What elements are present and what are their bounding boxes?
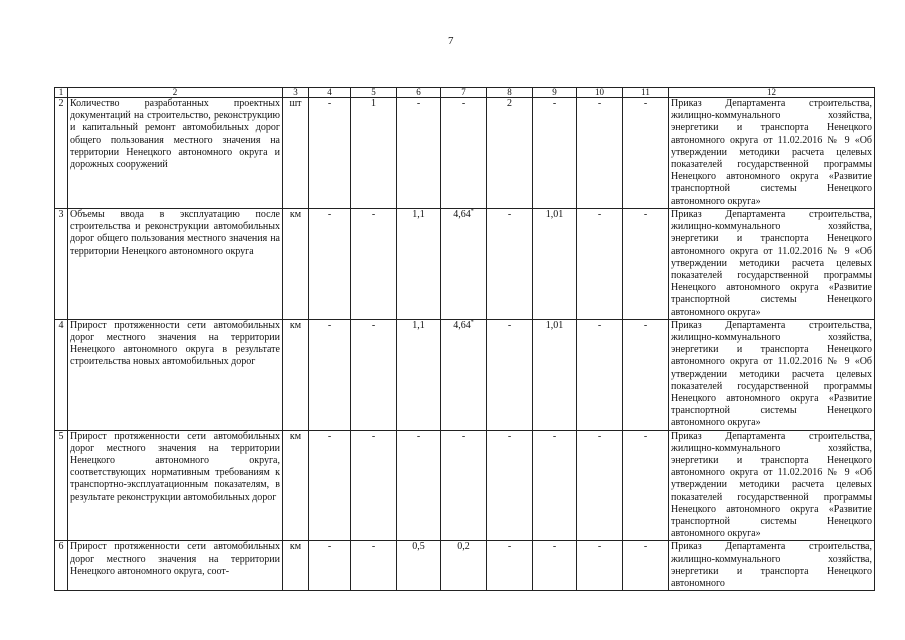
value-cell: - (487, 319, 533, 430)
table-row (55, 98, 875, 209)
value-cell: - (309, 209, 351, 320)
value-cell (441, 98, 487, 209)
indicator-name: Прирост протяженности сети автомобильных дорог местного значения на территории Ненецкого автономного округа, соответствующих нормативным требованиям к транспортно-эксплуатационным показателям, в результате реконструкции автомобильных дорог (68, 430, 283, 541)
value-cell: - (487, 209, 533, 320)
source-document: Приказ Департамента строительства, жилищно-коммунального хозяйства, энергетики и транспорта Ненецкого автономного округа от 11.02.2016 № 9 «Об утверждении методики расчета целевых показателей государственной программы Ненецкого автономного округа «Развитие транспортной системы Ненецкого автономного округа» (669, 319, 875, 430)
value-cell: - (487, 430, 533, 541)
table-row (55, 541, 875, 591)
value-cell: 1,1 (397, 319, 441, 430)
value-cell: - (309, 430, 351, 541)
header-cell: 3 (283, 88, 309, 98)
header-cell: 5 (351, 88, 397, 98)
source-document: Приказ Департамента строительства, жилищно-коммунального хозяйства, энергетики и транспорта Ненецкого автономного округа от 11.02.2016 № 9 «Об утверждении методики расчета целевых показателей государственной программы Ненецкого автономного округа «Развитие транспортной системы Ненецкого автономного округа» (669, 98, 875, 209)
unit-cell: км (283, 319, 309, 430)
value-cell: - (309, 541, 351, 591)
value-cell: - (397, 430, 441, 541)
indicator-name: Количество разработанных проектных документаций на строительство, реконструкцию и капитальный ремонт автомобильных дорог общего пользования местного значения на территории Ненецкого автономного округа и дорожных сооружений (68, 98, 283, 209)
indicators-table (54, 87, 875, 591)
page-number: 7 (448, 35, 454, 47)
value-cell (441, 430, 487, 541)
indicator-name: Прирост протяженности сети автомобильных дорог местного значения на территории Ненецкого автономного округа, соот- (68, 541, 283, 591)
value-cell: - (309, 98, 351, 209)
header-cell: 12 (669, 88, 875, 98)
header-cell: 4 (309, 88, 351, 98)
value-text: 4,64 (453, 319, 471, 331)
value-cell (441, 319, 487, 430)
value-cell: - (623, 430, 669, 541)
value-cell: - (623, 209, 669, 320)
header-cell: 7 (441, 88, 487, 98)
unit-cell: км (283, 430, 309, 541)
value-cell: - (623, 541, 669, 591)
value-cell: - (351, 430, 397, 541)
value-cell: - (577, 541, 623, 591)
header-cell: 6 (397, 88, 441, 98)
value-cell: - (309, 319, 351, 430)
unit-cell: км (283, 541, 309, 591)
row-number: 5 (55, 430, 68, 541)
row-number: 6 (55, 541, 68, 591)
value-cell: - (533, 430, 577, 541)
value-cell: - (351, 541, 397, 591)
header-cell: 11 (623, 88, 669, 98)
value-cell: - (533, 541, 577, 591)
value-cell: - (577, 319, 623, 430)
value-cell: - (351, 209, 397, 320)
value-text: - (461, 430, 466, 442)
value-cell: 1,01 (533, 319, 577, 430)
value-cell (441, 541, 487, 591)
value-cell: - (577, 430, 623, 541)
value-cell (441, 209, 487, 320)
row-number: 3 (55, 209, 68, 320)
row-number: 4 (55, 319, 68, 430)
unit-cell: шт (283, 98, 309, 209)
value-cell: - (351, 319, 397, 430)
value-cell: 1 (351, 98, 397, 209)
value-cell: 0,5 (397, 541, 441, 591)
value-cell: 1,01 (533, 209, 577, 320)
indicator-name: Прирост протяженности сети автомобильных дорог местного значения на территории Ненецкого автономного округа в результате строительства новых автомобильных дорог (68, 319, 283, 430)
value-cell: - (577, 98, 623, 209)
source-document: Приказ Департамента строительства, жилищно-коммунального хозяйства, энергетики и транспорта Ненецкого автономного округа от 11.02.2016 № 9 «Об утверждении методики расчета целевых показателей государственной программы Ненецкого автономного округа «Развитие транспортной системы Ненецкого автономного округа» (669, 430, 875, 541)
value-cell: - (623, 319, 669, 430)
footnote-mark: * (470, 319, 474, 326)
indicator-name: Объемы ввода в эксплуатацию после строительства и реконструкции автомобильных дорог общего пользования местного значения на территории Ненецкого автономного округа (68, 209, 283, 320)
value-cell: - (533, 98, 577, 209)
source-document: Приказ Департамента строительства, жилищно-коммунального хозяйства, энергетики и транспорта Ненецкого автономного округа от 11.02.2016 № 9 «Об утверждении методики расчета целевых показателей государственной программы Ненецкого автономного округа «Развитие транспортной системы Ненецкого автономного округа» (669, 209, 875, 320)
unit-cell: км (283, 209, 309, 320)
source-document: Приказ Департамента строительства, жилищно-коммунального хозяйства, энергетики и транспорта Ненецкого автономного (669, 541, 875, 591)
table-row (55, 319, 875, 430)
footnote-mark: * (470, 208, 474, 215)
column-number-row (55, 88, 875, 98)
table-row (55, 209, 875, 320)
header-cell: 8 (487, 88, 533, 98)
header-cell: 9 (533, 88, 577, 98)
value-cell: 2 (487, 98, 533, 209)
value-cell: 1,1 (397, 209, 441, 320)
header-cell: 10 (577, 88, 623, 98)
table-row (55, 430, 875, 541)
header-cell: 2 (68, 88, 283, 98)
value-cell: - (487, 541, 533, 591)
row-number: 2 (55, 98, 68, 209)
value-text: 4,64 (453, 209, 471, 220)
value-cell: - (623, 98, 669, 209)
header-cell: 1 (55, 88, 68, 98)
value-cell: - (397, 98, 441, 209)
value-text: 0,2 (457, 541, 470, 553)
value-text: - (461, 98, 466, 109)
value-cell: - (577, 209, 623, 320)
